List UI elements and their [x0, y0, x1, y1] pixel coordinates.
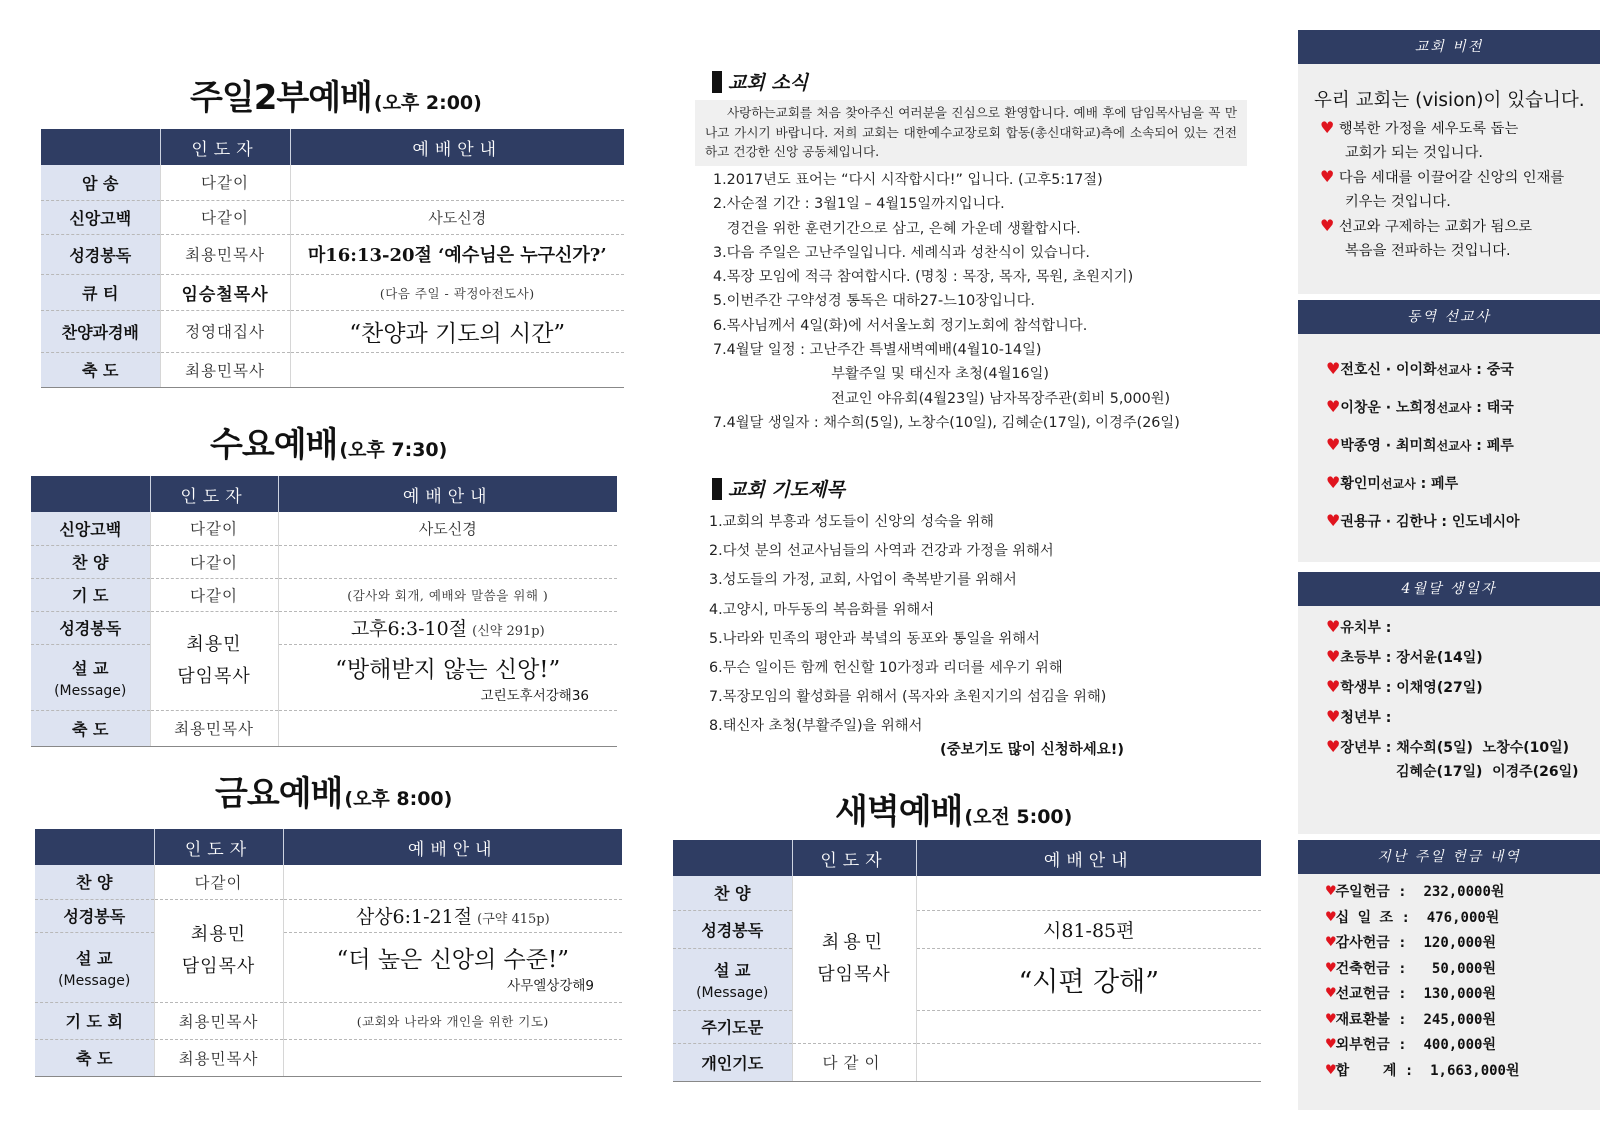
- list-item: ♥이창운 · 노희정선교사 : 태국: [1326, 397, 1514, 416]
- row-label-sub: (Message): [58, 972, 131, 989]
- list-item-cont: 키우는 것입니다.: [1345, 193, 1451, 210]
- list-item: 7.4월달 일정 : 고난주간 특별새벽예배(4월10-14일): [713, 342, 1042, 359]
- row-info: (다음 주일 - 곽정아전도사): [379, 285, 535, 301]
- list-item: 1.교회의 부흥과 성도들이 신앙의 성숙을 위해: [709, 514, 994, 530]
- wednesday-time: (오후 7:30): [339, 439, 448, 461]
- row-info: [278, 644, 617, 710]
- row-info: [916, 876, 1261, 910]
- row-label: 신앙고백: [31, 512, 150, 545]
- table-row: [35, 932, 622, 1002]
- row-info-note: (신약 291p): [472, 624, 545, 639]
- table-row: [673, 910, 1261, 948]
- row-label: 주기도문: [673, 1010, 792, 1043]
- header-leader: 인도자: [792, 840, 916, 876]
- wednesday-title: [210, 417, 447, 466]
- list-item: 4.고양시, 마두동의 복음화를 위해서: [709, 601, 935, 618]
- list-item: ♥황인미선교사 : 페루: [1326, 473, 1459, 492]
- list-item: 3.다음 주일은 고난주일입니다. 세례식과 성찬식이 있습니다.: [713, 244, 1090, 261]
- heart-icon: ♥: [1326, 617, 1341, 636]
- row-info: 사도신경: [418, 519, 477, 538]
- merged-leader: [792, 876, 916, 1043]
- heart-icon: ♥: [1320, 118, 1335, 137]
- table-row: [673, 948, 1261, 1010]
- heart-icon: ♥: [1320, 167, 1335, 186]
- dawn-time: (오전 5:00): [964, 806, 1073, 828]
- table-row: [35, 1039, 622, 1076]
- row-label-text: 설 교: [714, 960, 751, 980]
- sermon-title: “시편 강해”: [1018, 966, 1160, 998]
- birthdays-heading: 4월달 생일자: [1298, 572, 1600, 606]
- row-label: 찬 양: [35, 865, 154, 899]
- list-item: ♥ 행복한 가정을 세우도록 돕는: [1320, 118, 1519, 137]
- row-info: [916, 1043, 1261, 1081]
- row-info: 시81-85편: [1043, 919, 1135, 942]
- table-row: [31, 611, 617, 644]
- list-item: ♥장년부 : 채수희(5일) 노창수(10일): [1326, 737, 1570, 756]
- list-item: 6.무슨 일이든 함께 헌신할 10가정과 리더를 세우기 위해: [709, 659, 1063, 676]
- dawn-title-text: 새벽예배: [835, 792, 963, 832]
- list-item: ♥ 다음 세대를 이끌어갈 신앙의 인재를: [1320, 167, 1565, 186]
- table-row: [41, 274, 624, 310]
- row-info: [290, 352, 624, 387]
- table-row: [41, 352, 624, 387]
- list-item: 5.나라와 민족의 평안과 북녘의 동포와 통일을 위해서: [709, 630, 1040, 647]
- list-item: ♥십 일 조 : 476,000원: [1326, 906, 1500, 926]
- table-row: [31, 578, 617, 611]
- row-label-sub: (Message): [54, 682, 127, 699]
- list-item: ♥외부헌금 : 400,000원: [1326, 1034, 1496, 1053]
- heart-icon: ♥: [1326, 647, 1341, 666]
- table-row: [31, 644, 617, 710]
- row-leader: 최용민목사: [150, 710, 278, 746]
- list-item: 2.사순절 기간 : 3월1일 – 4월15일까지입니다.: [713, 196, 1005, 213]
- news-intro-text: 사랑하는교회를 처음 찾아주신 여러분을 진심으로 환영합니다. 예배 후에 담임목사님을 꼭 만나고 가시기 바랍니다. 저희 교회는 대한예수교장로회 합동(총신대학교)측에 소속되어 있는 건전하고 건강한 신앙 공동체입니다.: [705, 105, 1237, 159]
- list-item: ♥ 선교와 구제하는 교회가 됨으로: [1320, 216, 1533, 235]
- row-label: 신앙고백: [41, 200, 160, 234]
- table-row: [41, 310, 624, 352]
- list-item: 8.태신자 초청(부활주일)을 위해서: [709, 718, 923, 735]
- table-row: [41, 234, 624, 274]
- row-info: 고후6:3-10절: [350, 618, 468, 640]
- row-info: [278, 710, 617, 746]
- row-info: 삼상6:1-21절: [355, 906, 473, 928]
- vision-panel: [1298, 64, 1600, 294]
- row-label: 축 도: [41, 352, 160, 387]
- leader-title: 담임목사: [181, 955, 256, 977]
- news-heading: [712, 68, 808, 95]
- offering-heading: 지난 주일 헌금 내역: [1298, 840, 1600, 874]
- list-item: 2.다섯 분의 선교사님들의 사역과 건강과 가정을 위해서: [709, 543, 1054, 560]
- table-row: [673, 876, 1261, 910]
- list-item: 1.2017년도 표어는 “다시 시작합시다!” 입니다. (고후5:17절): [713, 172, 1103, 188]
- table-row: [35, 865, 622, 899]
- row-info: “찬양과 기도의 시간”: [349, 320, 566, 347]
- row-leader: 다같이: [154, 865, 283, 899]
- row-label: 기 도: [31, 578, 150, 611]
- row-label: 큐 티: [41, 274, 160, 310]
- list-item: ♥청년부 :: [1326, 707, 1392, 726]
- row-label-text: 설 교: [76, 948, 113, 968]
- wednesday-table: [31, 476, 617, 747]
- list-item-cont: 교회가 되는 것입니다.: [1345, 144, 1483, 161]
- row-info: [283, 932, 622, 1002]
- row-leader: 최용민목사: [154, 1039, 283, 1076]
- row-leader: 다같이: [160, 165, 290, 200]
- row-info: (교회와 나라와 개인을 위한 기도): [356, 1014, 549, 1029]
- sunday2-title-text: 주일2부예배: [190, 78, 372, 118]
- friday-title: [215, 766, 452, 815]
- row-info: 마16:13-20절 ‘예수님은 누구신가?’: [307, 245, 607, 266]
- leader-title: 담임목사: [177, 665, 251, 687]
- row-label: 성경봉독: [41, 234, 160, 274]
- list-item: 6.목사님께서 4일(화)에 서서울노회 정기노회에 참석합니다.: [713, 317, 1088, 334]
- sermon-title: “방해받지 않는 신앙!”: [335, 656, 561, 683]
- header-info: 예배안내: [916, 840, 1261, 876]
- friday-time: (오후 8:00): [344, 788, 453, 810]
- row-leader: 정영대집사: [160, 310, 290, 352]
- row-label-sub: (Message): [696, 984, 769, 1001]
- missionaries-panel: [1298, 334, 1600, 562]
- missionaries-heading: 동역 선교사: [1298, 300, 1600, 334]
- news-intro: [695, 100, 1247, 166]
- row-info: [290, 165, 624, 200]
- row-label: 암 송: [41, 165, 160, 200]
- row-info: [283, 1039, 622, 1076]
- sermon-title: “더 높은 신앙의 수준!”: [336, 946, 569, 973]
- table-row: [35, 899, 622, 932]
- heart-icon: ♥: [1326, 932, 1336, 951]
- heart-icon: ♥: [1326, 359, 1341, 378]
- sunday2-table: [41, 129, 624, 388]
- friday-table: [35, 829, 622, 1077]
- leader-name: 최용민: [190, 923, 247, 945]
- heart-icon: ♥: [1326, 397, 1341, 416]
- row-info: 사도신경: [428, 208, 487, 227]
- row-label: [35, 932, 154, 1002]
- table-row: [31, 710, 617, 746]
- dawn-title: [835, 784, 1072, 833]
- heart-icon: ♥: [1326, 1034, 1336, 1053]
- list-item: 3.성도들의 가정, 교회, 사업이 축복받기를 위해서: [709, 572, 1017, 589]
- list-item: ♥전호신 · 이이화선교사 : 중국: [1326, 359, 1514, 378]
- offering-panel: [1298, 874, 1600, 1110]
- heart-icon: ♥: [1326, 473, 1341, 492]
- heart-icon: ♥: [1326, 906, 1336, 926]
- table-row: [673, 1010, 1261, 1043]
- row-leader: 다같이: [150, 578, 278, 611]
- list-item: ♥감사헌금 : 120,000원: [1326, 932, 1496, 951]
- leader-name: 최용민: [186, 633, 242, 655]
- row-info: [916, 1010, 1261, 1043]
- row-label: [31, 644, 150, 710]
- merged-leader: [154, 899, 283, 1002]
- row-label: 기 도 회: [35, 1002, 154, 1039]
- heart-icon: ♥: [1326, 707, 1341, 726]
- leader-title: 담임목사: [817, 964, 891, 986]
- row-info-note: (구약 415p): [477, 912, 550, 927]
- list-item: ♥초등부 : 장서윤(14일): [1326, 647, 1483, 666]
- row-label: 축 도: [31, 710, 150, 746]
- table-row: [41, 165, 624, 200]
- list-item: ♥합 계 : 1,663,000원: [1326, 1059, 1520, 1079]
- heart-icon: ♥: [1326, 677, 1341, 696]
- row-leader: 최용민목사: [160, 352, 290, 387]
- heart-icon: ♥: [1326, 983, 1336, 1002]
- list-item: ♥권용규 · 김한나 : 인도네시아: [1326, 511, 1520, 530]
- heart-icon: ♥: [1326, 737, 1341, 756]
- heart-icon: ♥: [1326, 957, 1336, 977]
- heart-icon: ♥: [1326, 511, 1341, 530]
- row-leader: 다같이: [792, 1043, 916, 1081]
- prayer-list: [709, 508, 1106, 742]
- table-row: [673, 1043, 1261, 1081]
- row-label: 찬 양: [673, 876, 792, 910]
- list-item: ♥주일헌금 : 232,0000원: [1326, 881, 1505, 900]
- table-row: [35, 1002, 622, 1039]
- news-heading-text: 교회 소식: [728, 72, 809, 94]
- sermon-series: 사무엘상강해9: [507, 977, 594, 994]
- row-label-text: 설 교: [72, 658, 109, 678]
- sermon-series: 고린도후서강해36: [480, 687, 589, 704]
- sunday2-title: [190, 70, 482, 119]
- header-info: 예배안내: [283, 829, 622, 865]
- list-item-cont: 김혜순(17일) 이경주(26일): [1396, 764, 1579, 780]
- row-leader: 최용민목사: [154, 1002, 283, 1039]
- list-item: ♥건축헌금 : 50,000원: [1326, 957, 1496, 977]
- row-label: 성경봉독: [673, 910, 792, 948]
- header-info: 예배안내: [290, 129, 624, 165]
- list-item: 7.4월달 생일자 : 채수희(5일), 노창수(10일), 김혜순(17일), 이경주(26일): [713, 414, 1180, 431]
- vision-title: 우리 교회는 (vision)이 있습니다.: [1314, 90, 1585, 111]
- header-leader: 인도자: [154, 829, 283, 865]
- news-list: [713, 168, 1180, 435]
- prayer-heading-text: 교회 기도제목: [728, 479, 845, 501]
- row-leader: 임승철목사: [160, 274, 290, 310]
- list-item: ♥유치부 :: [1326, 617, 1392, 636]
- list-item: 5.이번주간 구약성경 통독은 대하27-느10장입니다.: [713, 293, 1035, 310]
- list-item: 4.목장 모임에 적극 참여합시다. (명칭 : 목장, 목자, 목원, 초원지기): [713, 269, 1134, 286]
- row-leader: 최용민목사: [160, 234, 290, 274]
- heart-icon: ♥: [1326, 1059, 1336, 1079]
- row-info: [278, 545, 617, 578]
- row-label: 개인기도: [673, 1043, 792, 1081]
- list-item: ♥선교헌금 : 130,000원: [1326, 983, 1496, 1002]
- heading-bar-icon: [712, 478, 722, 500]
- row-label: [673, 948, 792, 1010]
- row-leader: 다같이: [160, 200, 290, 234]
- row-info: [283, 865, 622, 899]
- list-item: 7.목장모임의 활성화를 위해서 (목자와 초원지기의 섬김을 위해): [709, 689, 1107, 706]
- heading-bar-icon: [712, 71, 722, 93]
- row-leader: 다같이: [150, 545, 278, 578]
- dawn-table: [673, 840, 1261, 1082]
- row-info: (감사와 회개, 예배와 말씀을 위해 ): [347, 588, 549, 603]
- list-item: ♥학생부 : 이채영(27일): [1326, 677, 1483, 696]
- vision-heading: 교회 비전: [1298, 30, 1600, 64]
- row-label: 찬양과경배: [41, 310, 160, 352]
- birthdays-panel: [1298, 606, 1600, 834]
- heart-icon: ♥: [1326, 881, 1336, 900]
- table-row: [31, 545, 617, 578]
- wednesday-title-text: 수요예배: [210, 425, 338, 465]
- row-label: 축 도: [35, 1039, 154, 1076]
- table-row: [31, 512, 617, 545]
- leader-name: 최용민: [821, 932, 887, 954]
- heart-icon: ♥: [1326, 1008, 1336, 1028]
- list-item-cont: 복음을 전파하는 것입니다.: [1345, 242, 1511, 259]
- row-leader: 다같이: [150, 512, 278, 545]
- heart-icon: ♥: [1320, 216, 1335, 235]
- row-label: 성경봉독: [35, 899, 154, 932]
- row-label: 성경봉독: [31, 611, 150, 644]
- prayer-heading: [712, 475, 845, 502]
- list-item: ♥박종영 · 최미희선교사 : 페루: [1326, 435, 1514, 454]
- list-item: 경건을 위한 훈련기간으로 삼고, 은혜 가운데 생활합시다.: [713, 220, 1081, 237]
- header-info: 예배안내: [278, 476, 617, 512]
- header-leader: 인도자: [160, 129, 290, 165]
- friday-title-text: 금요예배: [215, 774, 343, 814]
- prayer-footer: (중보기도 많이 신청하세요!): [940, 742, 1125, 758]
- header-leader: 인도자: [150, 476, 278, 512]
- list-item: ♥재료환불 : 245,000원: [1326, 1008, 1496, 1028]
- sunday2-time: (오후 2:00): [373, 92, 482, 114]
- heart-icon: ♥: [1326, 435, 1341, 454]
- list-item: 전교인 야유회(4월23일) 남자목장주관(회비 5,000원): [713, 390, 1171, 407]
- list-item: 부활주일 및 태신자 초청(4월16일): [713, 366, 1049, 383]
- row-label: 찬 양: [31, 545, 150, 578]
- merged-leader: [150, 611, 278, 710]
- table-row: [41, 200, 624, 234]
